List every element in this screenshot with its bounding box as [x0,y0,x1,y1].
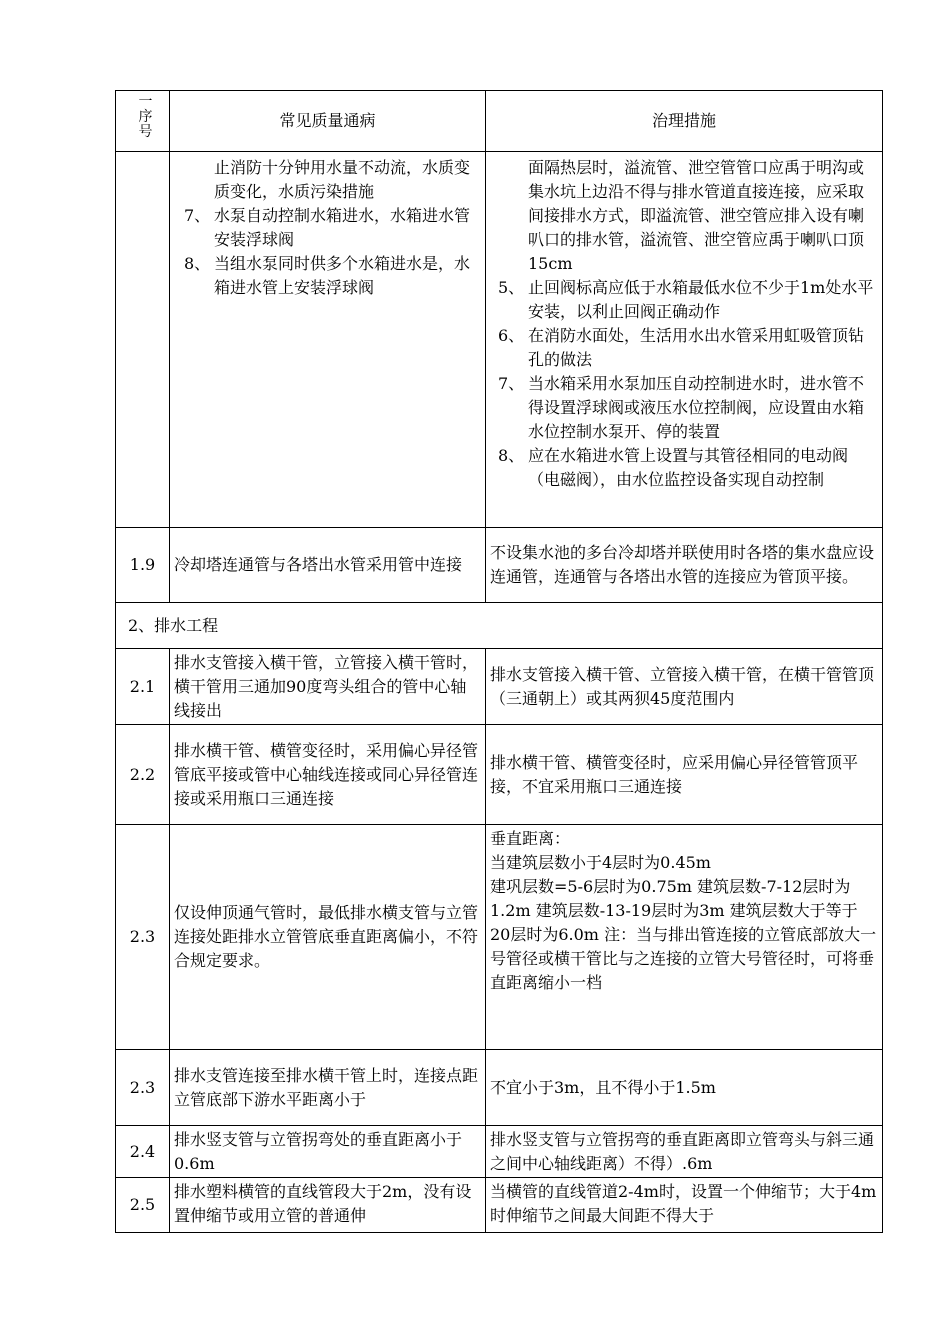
table-row [116,528,883,603]
row-no: 1.9 [116,528,170,603]
measure-cell: 不设集水池的多台冷却塔并联使用时各塔的集水盘应设连通管，连通管与各塔出水管的连接应为管顶平接。 [486,528,883,603]
measure-cell [486,825,883,1050]
list-item: 8、 当组水泵同时供多个水箱进水是，水箱进水管上安装浮球阀 [184,254,471,297]
measure-line: 建巩层数=5-6层时为0.75m 建筑层数-7-12层时为1.2m 建筑层数-13-19层时为3m 建筑层数大于等于20层时为6.0m 注：当与排出管连接的立管底部放大一号管径或横干管比与之连接的立管大号管径时，可将垂直距离缩小一档 [490,877,877,992]
header-measure: 治理措施 [486,91,883,152]
problem-cell: 冷却塔连通管与各塔出水管采用管中连接 [170,528,486,603]
measure-cell: 排水竖支管与立管拐弯的垂直距离即立管弯头与斜三通之间中心轴线距离）不得）.6m [486,1126,883,1178]
problem-cell [170,152,486,528]
problem-cell: 仅设伸顶通气管时，最低排水横支管与立管连接处距排水立管管底垂直距离偏小，不符合规定要求。 [170,825,486,1050]
measure-cell: 排水横干管、横管变径时，应采用偏心异径管管顶平接，不宜采用瓶口三通连接 [486,725,883,825]
table-row [116,1178,883,1233]
list-item: 面隔热层时，溢流管、泄空管管口应禹于明沟或集水坑上边沿不得与排水管道直接连接，应采取间接排水方式，即溢流管、泄空管应排入设有喇叭口的排水管，溢流管、泄空管应禹于喇叭口顶15cm [528,158,865,273]
list-item: 7、 当水箱采用水泵加压自动控制进水时，进水管不得设置浮球阀或液压水位控制阀，应设置由水箱水位控制水泵开、停的装置 [498,374,865,441]
problem-cell: 排水支管连接至排水横干管上时，连接点距立管底部下游水平距离小于 [170,1050,486,1126]
list-item: 止消防十分钟用水量不动流，水质变质变化，水质污染措施 [214,158,471,201]
table-row [116,825,883,1050]
table-row [116,1050,883,1126]
measure-line: 当建筑层数小于4层时为0.45m [490,853,711,872]
problem-cell: 排水支管接入横干管，立管接入横干管时，横干管用三通加90度弯头组合的管中心轴线接出 [170,649,486,725]
measure-cell [486,152,883,528]
header-no: 一 序 号 [116,91,170,152]
table-row [116,1126,883,1178]
list-item: 7、 水泵自动控制水箱进水，水箱进水管安装浮球阀 [184,206,471,249]
row-no [116,152,170,528]
table-row [116,725,883,825]
measure-line: 垂直距离： [490,829,571,848]
problem-cell: 排水竖支管与立管拐弯处的垂直距离小于0.6m [170,1126,486,1178]
measure-cell: 排水支管接入横干管、立管接入横干管，在横干管管顶（三通朝上）或其两狈45度范围内 [486,649,883,725]
section-row [116,603,883,649]
section-title: 2、排水工程 [116,603,883,649]
row-no: 2.2 [116,725,170,825]
row-no: 2.3 [116,825,170,1050]
problem-list [184,156,479,300]
row-no: 2.4 [116,1126,170,1178]
list-item: 6、 在消防水面处，生活用水出水管采用虹吸管顶钻孔的做法 [498,326,865,369]
table-header-row [116,91,883,152]
measure-list [498,156,874,492]
measure-cell: 不宜小于3m，且不得小于1.5m [486,1050,883,1126]
problem-cell: 排水横干管、横管变径时，采用偏心异径管管底平接或管中心轴线连接或同心异径管连接或采用瓶口三通连接 [170,725,486,825]
table-row [116,649,883,725]
header-problem: 常见质量通病 [170,91,486,152]
measure-cell: 当横管的直线管道2-4m时，设置一个伸缩节；大于4m时伸缩节之间最大间距不得大于 [486,1178,883,1233]
row-no: 2.1 [116,649,170,725]
problem-cell: 排水塑料横管的直线管段大于2m，没有设置伸缩节或用立管的普通伸 [170,1178,486,1233]
row-no: 2.5 [116,1178,170,1233]
list-item: 8、 应在水箱进水管上设置与其管径相同的电动阀（电磁阀），由水位监控设备实现自动控制 [498,446,849,489]
quality-table [115,90,883,1233]
row-no: 2.3 [116,1050,170,1126]
list-item: 5、 止回阀标高应低于水箱最低水位不少于1m处水平安装，以利止回阀正确动作 [498,278,874,321]
table-row [116,152,883,528]
